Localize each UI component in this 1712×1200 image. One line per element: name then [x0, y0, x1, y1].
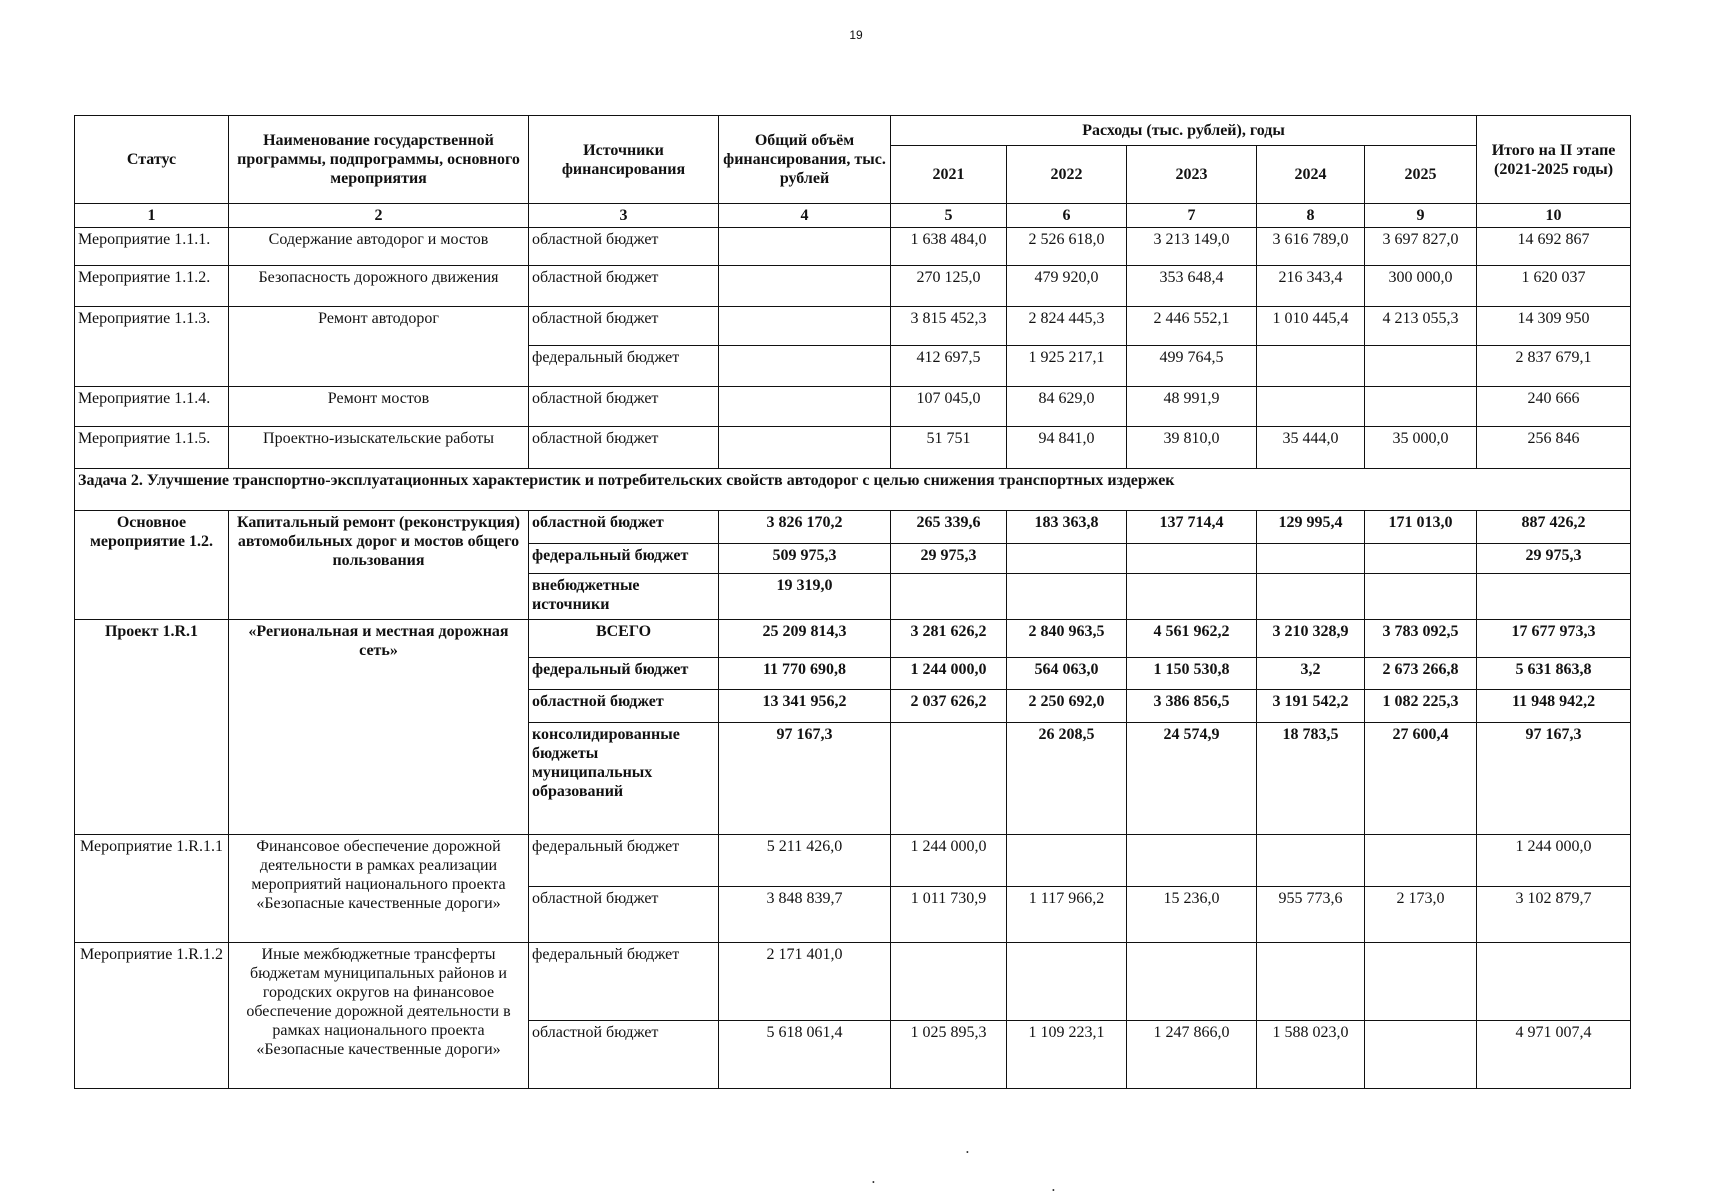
row-year-value: 29 975,3	[891, 544, 1007, 574]
row-total: 11 770 690,8	[719, 658, 891, 690]
row-year-value: 35 000,0	[1365, 427, 1477, 469]
row-status: Мероприятие 1.1.4.	[75, 387, 229, 427]
row-year-value: 1 244 000,0	[891, 658, 1007, 690]
row-source: областной бюджет	[529, 511, 719, 544]
row-year-value: 26 208,5	[1007, 723, 1127, 835]
scan-speck: •	[872, 1178, 875, 1187]
header-total-volume: Общий объём финансирования, тыс. рублей	[719, 116, 891, 204]
row-status: Мероприятие 1.1.2.	[75, 266, 229, 307]
row-year-value: 24 574,9	[1127, 723, 1257, 835]
row-total: 97 167,3	[719, 723, 891, 835]
col-index: 1	[75, 204, 229, 228]
scan-speck: •	[966, 1148, 969, 1157]
header-year: 2021	[891, 146, 1007, 204]
row-total	[719, 266, 891, 307]
row-year-value: 129 995,4	[1257, 511, 1365, 544]
row-year-value: 955 773,6	[1257, 887, 1365, 943]
row-name: Ремонт автодорог	[229, 307, 529, 387]
row-year-value	[1007, 544, 1127, 574]
row-total	[719, 307, 891, 346]
col-index: 7	[1127, 204, 1257, 228]
row-source: федеральный бюджет	[529, 658, 719, 690]
row-year-value: 270 125,0	[891, 266, 1007, 307]
row-name: Безопасность дорожного движения	[229, 266, 529, 307]
page-number: 19	[849, 28, 863, 42]
row-sum: 240 666	[1477, 387, 1631, 427]
scan-speck: •	[1052, 1186, 1055, 1195]
row-sum: 1 620 037	[1477, 266, 1631, 307]
row-year-value: 48 991,9	[1127, 387, 1257, 427]
row-year-value	[1127, 544, 1257, 574]
row-year-value: 3 281 626,2	[891, 620, 1007, 658]
row-sum	[1477, 574, 1631, 620]
row-year-value: 3 697 827,0	[1365, 228, 1477, 266]
row-name: Капитальный ремонт (реконструкция) автомобильных дорог и мостов общего пользования	[229, 511, 529, 620]
row-year-value: 2 526 618,0	[1007, 228, 1127, 266]
row-sum: 97 167,3	[1477, 723, 1631, 835]
row-year-value: 183 363,8	[1007, 511, 1127, 544]
row-year-value: 3 213 149,0	[1127, 228, 1257, 266]
row-source: областной бюджет	[529, 1021, 719, 1089]
row-year-value: 137 714,4	[1127, 511, 1257, 544]
row-sum	[1477, 943, 1631, 1021]
row-year-value: 564 063,0	[1007, 658, 1127, 690]
row-sum: 3 102 879,7	[1477, 887, 1631, 943]
table-row	[75, 266, 1631, 307]
row-year-value: 39 810,0	[1127, 427, 1257, 469]
header-year: 2025	[1365, 146, 1477, 204]
row-year-value: 265 339,6	[891, 511, 1007, 544]
row-name: Финансовое обеспечение дорожной деятельности в рамках реализации мероприятий национального проекта «Безопасные качественные дороги»	[229, 835, 529, 943]
row-total	[719, 427, 891, 469]
row-year-value: 171 013,0	[1365, 511, 1477, 544]
row-source: федеральный бюджет	[529, 346, 719, 387]
row-year-value: 51 751	[891, 427, 1007, 469]
row-year-value	[1257, 835, 1365, 887]
row-year-value: 3 616 789,0	[1257, 228, 1365, 266]
row-sum: 1 244 000,0	[1477, 835, 1631, 887]
row-year-value: 1 244 000,0	[891, 835, 1007, 887]
table-row	[75, 228, 1631, 266]
row-total: 13 341 956,2	[719, 690, 891, 723]
header-sources: Источники финансирования	[529, 116, 719, 204]
col-index: 4	[719, 204, 891, 228]
row-year-value: 3 815 452,3	[891, 307, 1007, 346]
row-year-value: 2 173,0	[1365, 887, 1477, 943]
col-index: 3	[529, 204, 719, 228]
row-status: Мероприятие 1.R.1.2	[75, 943, 229, 1089]
row-year-value	[1257, 387, 1365, 427]
row-status: Мероприятие 1.1.5.	[75, 427, 229, 469]
row-year-value	[1257, 943, 1365, 1021]
row-sum: 11 948 942,2	[1477, 690, 1631, 723]
row-source: областной бюджет	[529, 690, 719, 723]
row-sum: 256 846	[1477, 427, 1631, 469]
col-index: 5	[891, 204, 1007, 228]
header-name: Наименование государственной программы, подпрограммы, основного мероприятия	[229, 116, 529, 204]
funding-table	[74, 115, 1631, 1089]
row-sum: 2 837 679,1	[1477, 346, 1631, 387]
row-total: 3 826 170,2	[719, 511, 891, 544]
row-year-value: 107 045,0	[891, 387, 1007, 427]
row-status: Основное мероприятие 1.2.	[75, 511, 229, 620]
row-year-value: 479 920,0	[1007, 266, 1127, 307]
row-year-value: 2 250 692,0	[1007, 690, 1127, 723]
row-total: 5 618 061,4	[719, 1021, 891, 1089]
row-name: Ремонт мостов	[229, 387, 529, 427]
row-year-value: 27 600,4	[1365, 723, 1477, 835]
row-year-value: 94 841,0	[1007, 427, 1127, 469]
table-row	[75, 387, 1631, 427]
row-name: «Региональная и местная дорожная сеть»	[229, 620, 529, 835]
task-row	[75, 469, 1631, 511]
row-source: федеральный бюджет	[529, 544, 719, 574]
row-year-value: 4 213 055,3	[1365, 307, 1477, 346]
row-source: федеральный бюджет	[529, 943, 719, 1021]
row-year-value: 18 783,5	[1257, 723, 1365, 835]
row-year-value: 3 210 328,9	[1257, 620, 1365, 658]
row-year-value: 1 025 895,3	[891, 1021, 1007, 1089]
row-year-value: 84 629,0	[1007, 387, 1127, 427]
row-year-value: 1 150 530,8	[1127, 658, 1257, 690]
row-year-value: 3 386 856,5	[1127, 690, 1257, 723]
table-row	[75, 835, 1631, 887]
row-sum: 29 975,3	[1477, 544, 1631, 574]
row-year-value: 1 588 023,0	[1257, 1021, 1365, 1089]
row-name: Содержание автодорог и мостов	[229, 228, 529, 266]
row-year-value	[1127, 574, 1257, 620]
row-year-value	[1365, 943, 1477, 1021]
row-year-value	[1365, 387, 1477, 427]
row-year-value	[1365, 544, 1477, 574]
header-year: 2024	[1257, 146, 1365, 204]
row-status: Проект 1.R.1	[75, 620, 229, 835]
row-total: 19 319,0	[719, 574, 891, 620]
col-index: 2	[229, 204, 529, 228]
row-year-value	[1127, 943, 1257, 1021]
row-year-value: 3 191 542,2	[1257, 690, 1365, 723]
row-year-value: 300 000,0	[1365, 266, 1477, 307]
row-status: Мероприятие 1.R.1.1	[75, 835, 229, 943]
row-source: областной бюджет	[529, 887, 719, 943]
row-total: 5 211 426,0	[719, 835, 891, 887]
row-year-value	[1007, 835, 1127, 887]
row-total	[719, 387, 891, 427]
row-status: Мероприятие 1.1.3.	[75, 307, 229, 387]
row-sum: 4 971 007,4	[1477, 1021, 1631, 1089]
row-year-value: 1 011 730,9	[891, 887, 1007, 943]
row-year-value: 1 638 484,0	[891, 228, 1007, 266]
header-row	[75, 116, 1631, 146]
row-year-value: 499 764,5	[1127, 346, 1257, 387]
col-index: 10	[1477, 204, 1631, 228]
table-row	[75, 427, 1631, 469]
row-sum: 17 677 973,3	[1477, 620, 1631, 658]
header-expenses: Расходы (тыс. рублей), годы	[891, 116, 1477, 146]
row-year-value	[891, 943, 1007, 1021]
col-index: 8	[1257, 204, 1365, 228]
header-status: Статус	[75, 116, 229, 204]
row-year-value: 412 697,5	[891, 346, 1007, 387]
row-year-value	[1257, 574, 1365, 620]
column-index-row	[75, 204, 1631, 228]
row-source: внебюджетные источники	[529, 574, 719, 620]
row-sum: 14 692 867	[1477, 228, 1631, 266]
row-source: областной бюджет	[529, 427, 719, 469]
row-year-value: 2 446 552,1	[1127, 307, 1257, 346]
row-year-value: 1 010 445,4	[1257, 307, 1365, 346]
row-year-value	[1257, 544, 1365, 574]
row-year-value	[1365, 835, 1477, 887]
row-year-value: 2 840 963,5	[1007, 620, 1127, 658]
row-total: 3 848 839,7	[719, 887, 891, 943]
row-year-value: 35 444,0	[1257, 427, 1365, 469]
header-year: 2022	[1007, 146, 1127, 204]
row-source: консолидированные бюджеты муниципальных образований	[529, 723, 719, 835]
row-year-value	[1007, 943, 1127, 1021]
row-year-value: 1 117 966,2	[1007, 887, 1127, 943]
row-sum: 887 426,2	[1477, 511, 1631, 544]
header-year: 2023	[1127, 146, 1257, 204]
row-year-value	[1007, 574, 1127, 620]
row-year-value	[1365, 1021, 1477, 1089]
row-total	[719, 228, 891, 266]
header-total-stage: Итого на II этапе (2021-2025 годы)	[1477, 116, 1631, 204]
row-year-value	[1127, 835, 1257, 887]
row-year-value: 1 109 223,1	[1007, 1021, 1127, 1089]
row-source: областной бюджет	[529, 266, 719, 307]
row-year-value: 2 037 626,2	[891, 690, 1007, 723]
row-year-value: 2 673 266,8	[1365, 658, 1477, 690]
row-source: областной бюджет	[529, 228, 719, 266]
table-row	[75, 620, 1631, 658]
row-sum: 14 309 950	[1477, 307, 1631, 346]
row-year-value	[891, 723, 1007, 835]
row-source: федеральный бюджет	[529, 835, 719, 887]
row-total: 509 975,3	[719, 544, 891, 574]
row-name: Проектно-изыскательские работы	[229, 427, 529, 469]
row-total	[719, 346, 891, 387]
task-heading: Задача 2. Улучшение транспортно-эксплуатационных характеристик и потребительских свойств автодорог с целью снижения транспортных издержек	[75, 469, 1631, 511]
row-year-value: 4 561 962,2	[1127, 620, 1257, 658]
row-source: областной бюджет	[529, 307, 719, 346]
row-year-value	[891, 574, 1007, 620]
row-status: Мероприятие 1.1.1.	[75, 228, 229, 266]
row-total: 25 209 814,3	[719, 620, 891, 658]
row-year-value: 1 247 866,0	[1127, 1021, 1257, 1089]
row-year-value	[1365, 346, 1477, 387]
table-row	[75, 307, 1631, 346]
table-row	[75, 943, 1631, 1021]
row-year-value: 3 783 092,5	[1365, 620, 1477, 658]
row-year-value: 3,2	[1257, 658, 1365, 690]
row-year-value	[1365, 574, 1477, 620]
col-index: 9	[1365, 204, 1477, 228]
row-year-value: 1 082 225,3	[1365, 690, 1477, 723]
row-year-value: 1 925 217,1	[1007, 346, 1127, 387]
row-name: Иные межбюджетные трансферты бюджетам муниципальных районов и городских округов на финансовое обеспечение дорожной деятельности в рамках национального проекта «Безопасные качественные дороги»	[229, 943, 529, 1089]
row-year-value: 353 648,4	[1127, 266, 1257, 307]
row-sum: 5 631 863,8	[1477, 658, 1631, 690]
row-year-value: 15 236,0	[1127, 887, 1257, 943]
row-source: областной бюджет	[529, 387, 719, 427]
table-row	[75, 511, 1631, 544]
row-year-value: 216 343,4	[1257, 266, 1365, 307]
row-year-value: 2 824 445,3	[1007, 307, 1127, 346]
row-year-value	[1257, 346, 1365, 387]
row-total: 2 171 401,0	[719, 943, 891, 1021]
col-index: 6	[1007, 204, 1127, 228]
row-source: ВСЕГО	[529, 620, 719, 658]
